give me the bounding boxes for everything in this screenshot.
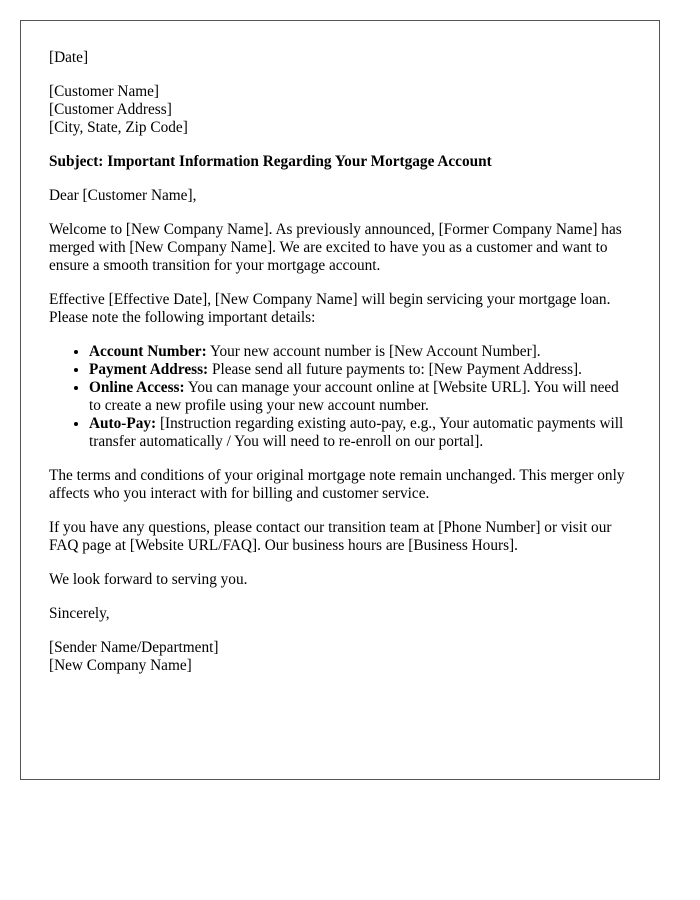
sender-company: [New Company Name] [49, 657, 192, 674]
subject-line: Subject: Important Information Regarding Your Mortgage Account [49, 153, 492, 170]
detail-label: Payment Address: [89, 361, 209, 378]
date-text: [Date] [49, 49, 89, 66]
letter-date [49, 49, 631, 67]
recipient-name: [Customer Name] [49, 83, 160, 100]
detail-text: Your new account number is [New Account Number]. [206, 343, 541, 360]
detail-label: Account Number: [89, 343, 207, 360]
sender-block [49, 639, 631, 675]
detail-text: You can manage your account online at [Website URL]. You will need to create a new profile using your new account number. [89, 379, 619, 414]
closing-line: We look forward to serving you. [49, 571, 248, 588]
detail-text: [Instruction regarding existing auto-pay, e.g., Your automatic payments will transfer automatically / You will need to re-enroll on our portal]. [89, 415, 624, 450]
list-item [89, 361, 631, 379]
intro-paragraph: Welcome to [New Company Name]. As previously announced, [Former Company Name] has merged with [New Company Name]. We are excited to have you as a customer and want to ensure a smooth transition for your mortgage account. [49, 221, 622, 274]
salutation: Dear [Customer Name], [49, 187, 197, 204]
list-item [89, 415, 631, 451]
terms-paragraph: The terms and conditions of your original mortgage note remain unchanged. This merger only affects who you interact with for billing and customer service. [49, 467, 625, 502]
recipient-address-block [49, 83, 631, 137]
questions-paragraph: If you have any questions, please contact our transition team at [Phone Number] or visit our FAQ page at [Website URL/FAQ]. Our business hours are [Business Hours]. [49, 519, 612, 554]
recipient-address: [Customer Address] [49, 101, 172, 118]
effective-paragraph: Effective [Effective Date], [New Company Name] will begin servicing your mortgage loan. Please note the following important details: [49, 291, 611, 326]
list-item [89, 343, 631, 361]
signoff: Sincerely, [49, 605, 110, 622]
detail-label: Online Access: [89, 379, 185, 396]
detail-label: Auto-Pay: [89, 415, 157, 432]
details-list [49, 343, 631, 451]
letter-page [20, 20, 660, 780]
list-item [89, 379, 631, 415]
detail-text: Please send all future payments to: [New Payment Address]. [208, 361, 582, 378]
sender-name: [Sender Name/Department] [49, 639, 219, 656]
recipient-city-state-zip: [City, State, Zip Code] [49, 119, 188, 136]
